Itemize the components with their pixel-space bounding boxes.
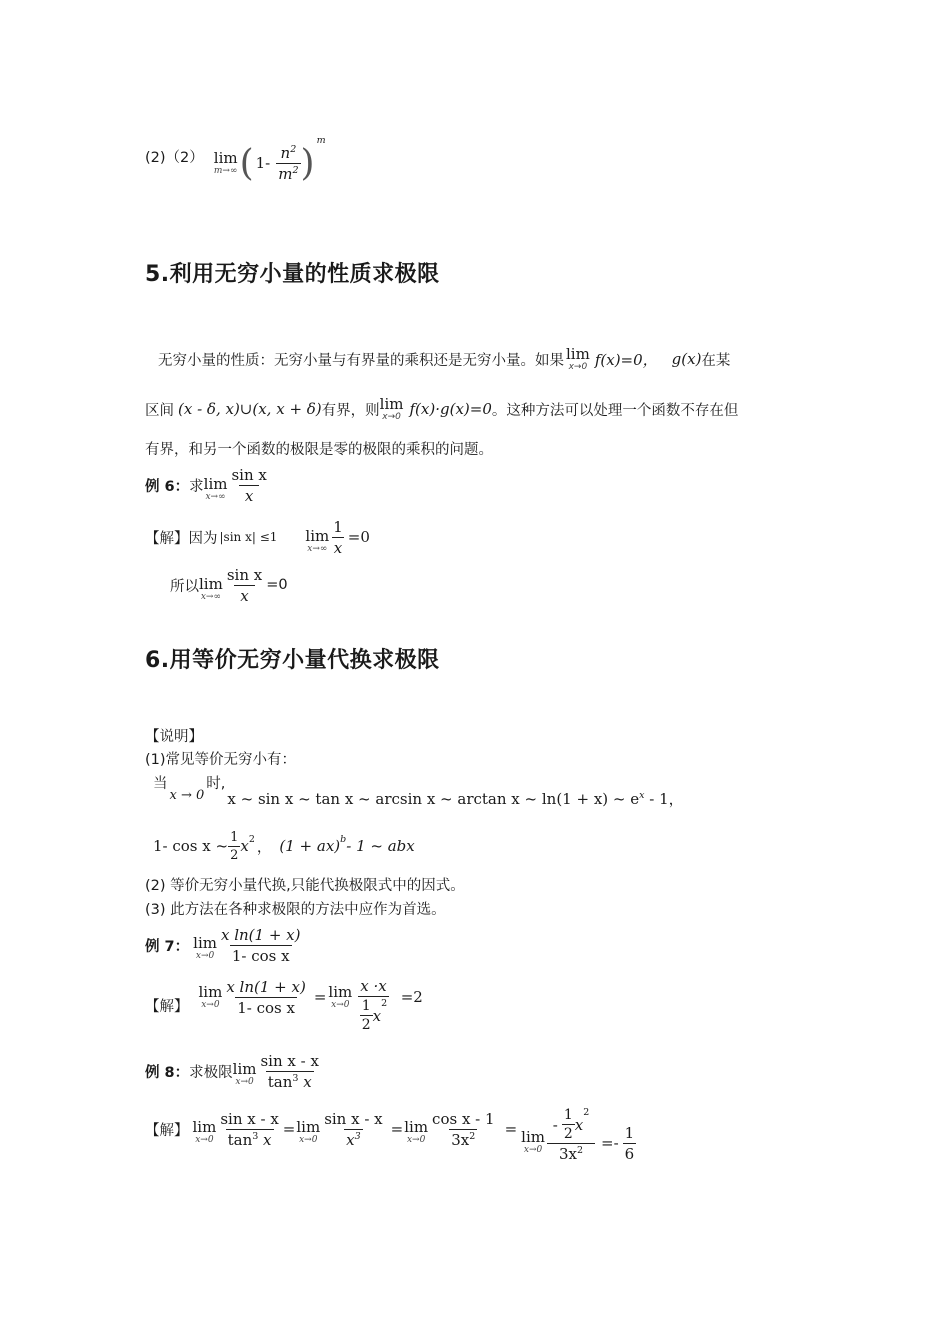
equivalence-line-2: 1- cos x ~ $\frac{1}{2}$ x $^2$ ， (1 + ax) $^b$ - 1 ~ abx <box>153 829 415 863</box>
example-8: 例 8： 求极限 lim x→0 $\frac{\text{sin x - x}}{\tan^3 x}$ <box>145 1051 319 1091</box>
outer-exponent: m <box>316 135 326 146</box>
fraction-result: $\frac{1}{6}$ <box>624 1123 635 1163</box>
equivalence-line-1: 当 x → 0 时, x ~ sin x ~ tan x ~ arcsin x ~ arctan x ~ ln(1 + x) ~ $e^x - 1$， <box>153 776 684 808</box>
section-5-title: 5.利用无穷小量的性质求极限 <box>145 262 440 287</box>
solution-6: 【解】 因为 |sin x| ≤1 lim x→∞ $\frac{1}{x}$ =0 <box>145 517 370 557</box>
example-7: 例 7： lim x→0 $\frac{\text{x ln(1 + x)}}{\text{1- cos x}}$ <box>145 925 301 965</box>
section-5-paragraph-line-1: 无穷小量的性质：无穷小量与有界量的乘积还是无穷小量。如果 lim x→0 f(x)=0， g(x) 在某 <box>158 344 731 372</box>
solution-8-label: 【解】 <box>145 1122 189 1139</box>
solution-6-label: 【解】 <box>145 530 189 547</box>
solution-6-conclusion: 所以 lim x→∞ $\frac{\text{sin x}}{x}$ =0 <box>170 565 288 605</box>
example-7-label: 例 7： <box>145 938 190 955</box>
solution-7: 【解】 lim x→0 $\frac{\text{x ln(1 + x)}}{\text{1- cos x}}$ = lim x→0 x ·x $\frac{1}{2}$ x $^2$ =2 <box>145 977 423 1033</box>
note-item-3: (3) 此方法在各种求极限的方法中应作为首选。 <box>145 902 446 918</box>
section-5-paragraph-line-2: 区间 (x - δ, x)∪(x, x + δ) 有界，则 lim x→0 f(x)·g(x)=0 。这种方法可以处理一个函数不存在但 <box>145 394 739 422</box>
fraction-n2-m2: $\frac{n^2}{m^2}$ <box>278 143 299 183</box>
fraction-sinx-x-conclusion: $\frac{\text{sin x}}{x}$ <box>226 565 263 605</box>
solution-7-label: 【解】 <box>145 998 189 1015</box>
prev-problem-label: (2)（2） <box>145 149 204 166</box>
note-label: 【说明】 <box>145 729 203 745</box>
limit-operator: lim m→∞ <box>213 148 238 176</box>
section-5-paragraph-line-3: 有界，和另一个函数的极限是零的极限的乘积的问题。 <box>145 442 493 458</box>
fraction-1-x: $\frac{1}{x}$ <box>333 517 343 557</box>
section-6-title: 6.用等价无穷小量代换求极限 <box>145 648 440 673</box>
example-8-label: 例 8： <box>145 1064 190 1081</box>
fraction-sinx-x: $\frac{\text{sin x}}{x}$ <box>231 465 267 505</box>
example-6: 例 6： 求 lim x→∞ $\frac{\text{sin x}}{x}$ <box>145 465 267 505</box>
note-item-2: (2) 等价无穷小量代换,只能代换极限式中的因式。 <box>145 878 465 894</box>
solution-8: 【解】 lim x→0 $\frac{\text{sin x - x}}{\tan^3 x}$ = lim x→0 $\frac{\text{sin x - x}}{x^3}$ = lim x→0 $\frac{\text{cos x - 1}}{3x^2}$ = lim x→0 - $\frac{1}{2}$ x $^2$ $3x^2$ =- $\frac{1}{6}$ <box>145 1107 635 1163</box>
fraction-example-8: $\frac{\text{sin x - x}}{\tan^3 x}$ <box>260 1051 319 1091</box>
fraction-nested: - $\frac{1}{2}$ x $^2$ $3x^2$ <box>547 1107 595 1163</box>
fraction-example-7: $\frac{\text{x ln(1 + x)}}{\text{1- cos x}}$ <box>220 925 301 965</box>
prev-problem: (2)（2） lim m→∞ ( 1- $\frac{n^2}{m^2}$ ) m <box>145 135 326 184</box>
note-item-1: (1)常见等价无穷小有： <box>145 752 297 768</box>
example-6-label: 例 6： <box>145 478 190 495</box>
